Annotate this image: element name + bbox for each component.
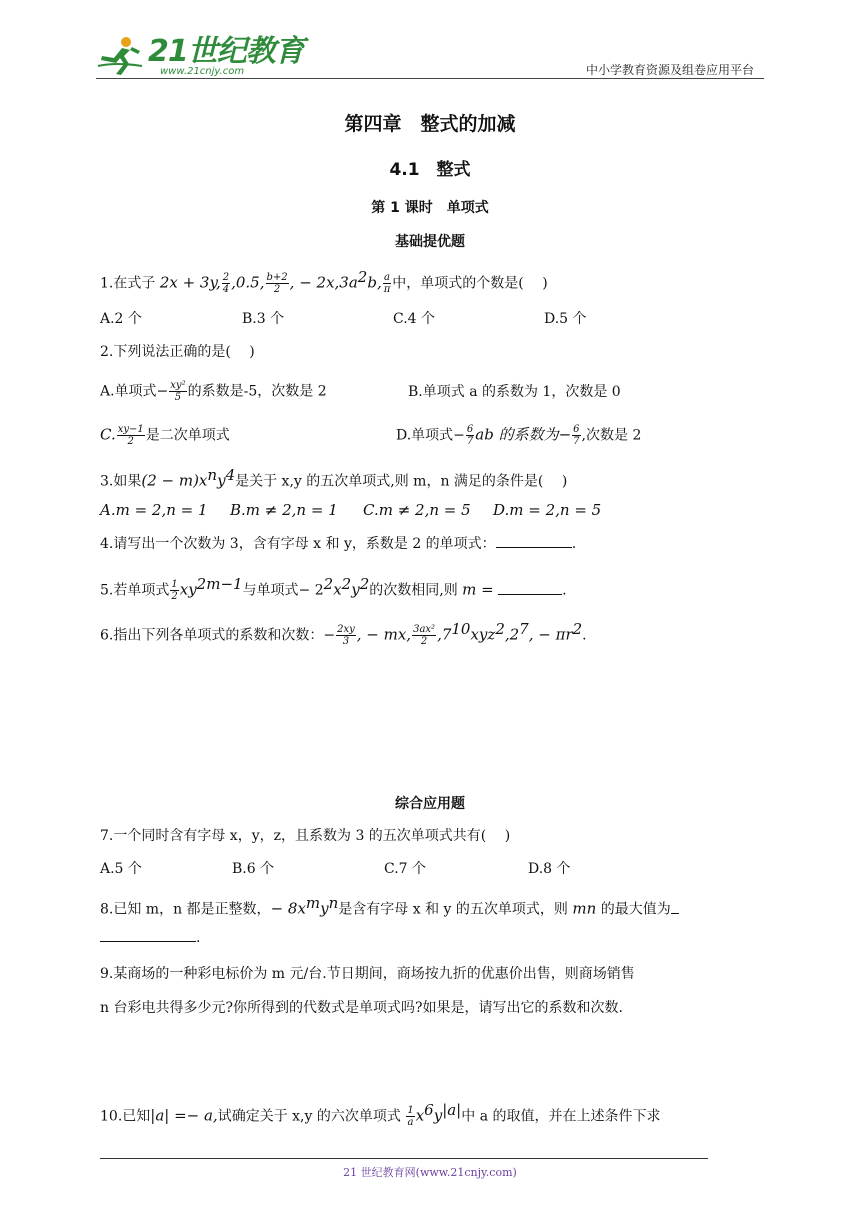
q3-options xyxy=(100,500,720,520)
q1-expr-a: 2x + 3y, xyxy=(159,273,221,292)
q2-option-b[interactable]: B.单项式 a 的系数为 1，次数是 0 xyxy=(408,384,621,400)
question-9-line-1: 9.某商场的一种彩电标价为 m 元/台.节日期间，商场按九折的优惠价出售，则商场销售 xyxy=(100,966,635,982)
header-platform-text: 中小学教育资源及组卷应用平台 xyxy=(585,63,754,77)
question-3: 3.如果$(2 - m)x^ny^4$是关于 x,y 的五次单项式,则 m，n 满足的条件是( ) xyxy=(100,466,568,490)
q1-expr-c: , − 2x,3a xyxy=(289,273,358,292)
q1-options xyxy=(100,309,700,329)
footer-divider xyxy=(100,1158,708,1159)
runner-logo-icon xyxy=(96,36,146,76)
q3-option-b[interactable]: B.m ≠ 2,n = 1 xyxy=(230,501,338,519)
chapter-title: 第四章 整式的加减 xyxy=(344,113,516,135)
question-6: 6.指出下列各单项式的系数和次数：− $\frac{2xy}{3}$ , − mx, $\frac{\text{3ax²}}{2}$ $,7^{10}xyz^2,2^7$, − $\pi r^2$. xyxy=(100,620,587,648)
logo-url: www.21cnjy.com xyxy=(160,66,245,77)
q3-option-a[interactable]: A.m = 2,n = 1 xyxy=(100,501,208,519)
q5-answer-blank[interactable] xyxy=(498,594,562,595)
q7-option-d[interactable]: D.8 个 xyxy=(528,861,571,877)
q7-option-c[interactable]: C.7 个 xyxy=(384,861,427,877)
section-title: 4.1 整式 xyxy=(389,160,471,180)
lesson-title: 第 1 课时 单项式 xyxy=(371,200,489,216)
q8-answer-line: . xyxy=(100,928,200,948)
q1-frac-1: $\frac{2}{4}$ xyxy=(222,272,230,296)
logo-text: 21世纪教育 xyxy=(148,34,304,69)
q2-option-d[interactable]: D.单项式− $\frac{6}{7}$ ab 的系数为− $\frac{6}{7}$ ,次数是 2 xyxy=(396,424,642,447)
q1-suffix: 中，单项式的个数是( ) xyxy=(392,275,548,292)
q4-answer-blank[interactable] xyxy=(496,547,572,548)
q3-option-c[interactable]: C.m ≠ 2,n = 5 xyxy=(363,501,471,519)
q1-option-d[interactable]: D.5 个 xyxy=(544,311,587,327)
q7-option-a[interactable]: A.5 个 xyxy=(100,861,142,877)
q1-expr-b: ,0.5, xyxy=(231,273,265,292)
q1-prefix: 1.在式子 xyxy=(100,275,160,292)
q8-answer-blank[interactable] xyxy=(100,941,196,942)
q1-option-c[interactable]: C.4 个 xyxy=(393,311,436,327)
q2-option-a[interactable]: A.单项式− $\frac{\text{xy²}}{5}$ 的系数是-5，次数是 2 xyxy=(100,380,327,403)
question-9-line-2: n 台彩电共得多少元?你所得到的代数式是单项式吗?如果是，请写出它的系数和次数. xyxy=(100,1000,623,1016)
q2-option-c[interactable]: C. $\frac{xy-1}{2}$ 是二次单项式 xyxy=(100,424,230,447)
question-10: 10.已知|a| =− a,试确定关于 x,y 的六次单项式 $\frac{1}{a}$ $x^6y^{|a|}$中 a 的取值，并在上述条件下求 xyxy=(100,1101,661,1129)
footer-text[interactable]: 21 世纪教育网(www.21cnjy.com) xyxy=(343,1166,517,1179)
question-1: 1.在式子 2x + 3y, $\frac{2}{4}$ ,0.5, $\frac{b+2}{2}$ , − $2x,3a^2b$, $\frac{a}{\pi}$ 中，单项式的个数是( ) xyxy=(100,268,548,296)
q3-option-d[interactable]: D.m = 2,n = 5 xyxy=(493,501,602,519)
part-heading-basic: 基础提优题 xyxy=(395,234,465,250)
q1-option-b[interactable]: B.3 个 xyxy=(242,311,285,327)
q7-options xyxy=(100,859,700,879)
q1-frac-2: $\frac{b+2}{2}$ xyxy=(266,272,288,296)
question-4: 4.请写出一个次数为 3，含有字母 x 和 y，系数是 2 的单项式： . xyxy=(100,536,577,552)
question-5: 5.若单项式 $\frac{1}{2}$ $xy^{2m-1}$与单项式− $2^2x^2y^2$的次数相同,则 m = . xyxy=(100,575,567,603)
question-2-stem: 2.下列说法正确的是( ) xyxy=(100,344,255,360)
q1-option-a[interactable]: A.2 个 xyxy=(100,311,142,327)
q7-option-b[interactable]: B.6 个 xyxy=(232,861,275,877)
q1-frac-3: $\frac{a}{\pi}$ xyxy=(383,272,391,296)
question-7-stem: 7.一个同时含有字母 x，y，z，且系数为 3 的五次单项式共有( ) xyxy=(100,828,511,844)
header-divider xyxy=(96,78,764,79)
question-8: 8.已知 m，n 都是正整数，− $8x^my^n$是含有字母 x 和 y 的五次单项式，则 mn 的最大值为 xyxy=(100,893,679,920)
q1-expr-d: b, xyxy=(367,273,382,292)
part-heading-applied: 综合应用题 xyxy=(395,796,465,812)
